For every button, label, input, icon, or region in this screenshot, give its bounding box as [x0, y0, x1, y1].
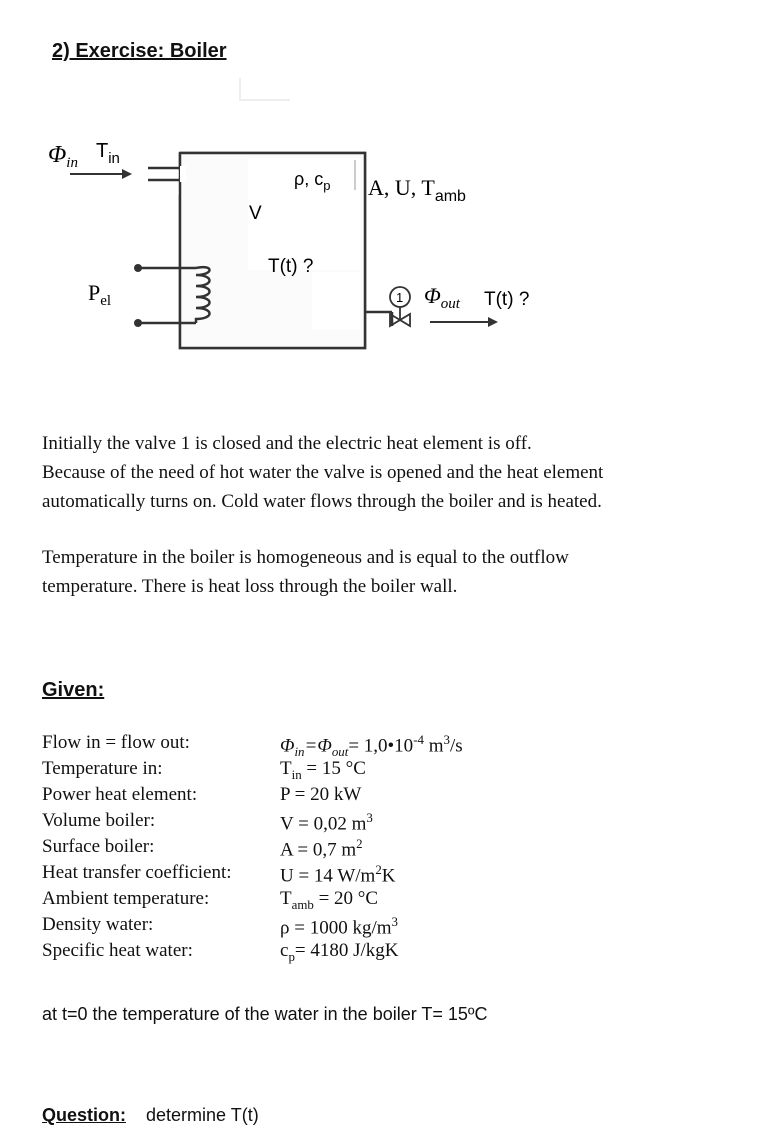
page-title: 2) Exercise: Boiler — [52, 40, 227, 62]
given-row-density — [42, 914, 742, 940]
given-row-flow — [42, 732, 742, 758]
given-label: Temperature in: — [42, 758, 163, 779]
inlet-gap — [180, 166, 186, 182]
phi-in-label: $\Phi_{in}$ — [48, 142, 78, 171]
description-line: Temperature in the boiler is homogeneous and is equal to the outflow — [42, 547, 569, 568]
given-label: Surface boiler: — [42, 836, 155, 857]
t-in-label: $T_{in}$ — [96, 140, 120, 167]
given-label: Volume boiler: — [42, 810, 156, 831]
description-paragraph-2 — [42, 543, 569, 601]
area-u-tamb-label: A, U, $T_{amb}$ — [368, 175, 466, 205]
volume-label: V — [249, 203, 262, 224]
given-row-ambient — [42, 888, 742, 914]
given-label: Specific heat water: — [42, 940, 193, 961]
initial-condition: at t=0 the temperature of the water in the boiler T= 15ºC — [42, 1004, 488, 1024]
description-line: Initially the valve 1 is closed and the electric heat element is off. — [42, 433, 532, 454]
given-value: ρ = 1000 $kg/m^3$ — [280, 914, 398, 939]
given-row-specific-heat — [42, 940, 742, 966]
given-value: $\Phi_{in}=\Phi_{out}=$ $1,0•10^{-4}$ $m^3/s$ — [280, 732, 463, 760]
given-row-temperature-in — [42, 758, 742, 784]
given-label: Density water: — [42, 914, 154, 935]
description-paragraph-1 — [42, 429, 603, 516]
given-label: Flow in = flow out: — [42, 732, 190, 753]
given-heading: Given: — [42, 679, 105, 701]
given-row-power — [42, 784, 742, 810]
valve-number: 1 — [396, 290, 404, 305]
boiler-diagram — [0, 0, 760, 420]
question-label: Question: — [42, 1105, 126, 1125]
description-line: automatically turns on. Cold water flows through the boiler and is heated. — [42, 491, 602, 512]
rho-cp-label: ρ, $c_p$ — [294, 169, 331, 193]
given-label: Heat transfer coefficient: — [42, 862, 232, 883]
p-el-label: $P_{el}$ — [88, 280, 112, 309]
given-row-volume — [42, 810, 742, 836]
phi-out-label: $\Phi_{out}$ — [424, 283, 460, 312]
given-value: $c_p= 4180$ J/kgK — [280, 940, 399, 964]
given-value: $T_{in} = 15$ °C — [280, 758, 366, 782]
given-value: $T_{amb} = 20$ °C — [280, 888, 379, 912]
given-value: U = 14 $W/m^2K$ — [280, 862, 396, 887]
tank-highlight — [312, 272, 360, 330]
outlet-arrow-head — [488, 317, 498, 327]
description-line: Because of the need of hot water the valve is opened and the heat element — [42, 462, 604, 483]
given-value: P = 20 kW — [280, 784, 362, 805]
outlet-temperature-label: T(t) ? — [484, 289, 530, 310]
scan-artifact — [240, 78, 290, 100]
given-label: Power heat element: — [42, 784, 198, 805]
given-row-heat-transfer — [42, 862, 742, 888]
question-text: determine T(t) — [146, 1105, 259, 1125]
given-label: Ambient temperature: — [42, 888, 210, 909]
given-row-surface — [42, 836, 742, 862]
given-value: A = 0,7 $m^2$ — [280, 836, 363, 861]
given-value: V = 0,02 $m^3$ — [280, 810, 373, 835]
tank-temperature-label: T(t) ? — [268, 256, 314, 277]
question — [42, 1105, 259, 1126]
description-line: temperature. There is heat loss through the boiler wall. — [42, 576, 458, 597]
inlet-arrow-head — [122, 169, 132, 179]
